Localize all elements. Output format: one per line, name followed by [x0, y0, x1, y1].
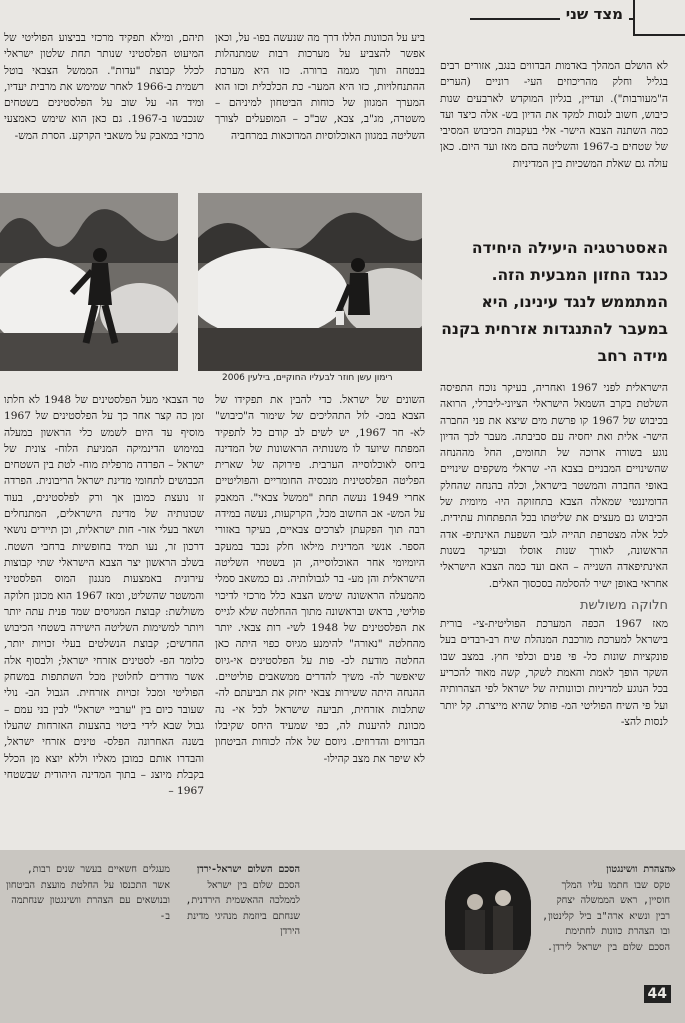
page-number: 44: [644, 985, 671, 1003]
caption-left: [4, 862, 170, 972]
article-column-left-main: [4, 392, 204, 848]
article-column-middle-main: [215, 392, 425, 848]
caption-title: הצהרת וושינגטון: [606, 864, 670, 875]
paragraph: טר הצבאי מעל הפלסטינים של 1948 לא חלתו זמן כה קצר אחר כך על הפלסטינים של 1967 מוסיף עד היום לשמש כלי הראשון במעלה במימוש הדינמיקה המניעת הלוח- צונית של ישראל – הפרדה מרפלית מוח- לטת בין השטחים הכבושים לתחומי מדינת ישראל הריבונית. הפרדה זו נועצת כמובן אך ורק לפלסטינים, בעוד שכונותיה של מדינת הישראלים, המתנחלים ושאר בעלי אזר- חות ישראלית, וכן תיירים נושאי דרכון זר, נעו תמיד בחופשיות ברחבי השטח. בשלב הראשון יצר הצבא הישראלי שתי קבוצות עירונית באמצעות מנגנון המוס הפלסטיני והמשטר שהשליט, ומאז 1967 הוא מכונן חלוקה משולשת: קבוצת המגויסים שמד פנית עתה יותר ויותר למשימות השליטה הישירה בשטחי הכיבוש החדשים; קבוצת הנשלטים בעלי זכויות יותר, כלומר הפ- לסטינים אזרחי ישראל; ולבסוף אלה אשר מודרים לחלוטין מכל השתתפות במשחק הפוליטי ומכל זכויות אזרחית. הגבול הב- נולי שעובר כיום בין "ערביי ישראל" לבין בני עמם – גבול שבא לידי ביטוי בהצעות האזרחות שהעלו בשנה האחרונה הפלס- טינים אזרחי ישראל, והבדרו אותם כמובן מאליו וללא יוצא מן הכלל בקבלת מיוצג – בתוך המדינה היהודית שבשטחי 1967 –: [4, 394, 204, 798]
header-corner-box: [633, 0, 685, 36]
paragraph: תיהם, ומילא תפקיד מרכזי בביצוע הפוליטי של המיעוט הפלסטיני שנותר תחת שלטון ישראלי לכלל קבוצת "עדות". הממשל הצבאי בוטל רשמית ב-1966 לאחר שמימש את מרבית יעדיו, ומיד הו- על שוב על הפלסטינים בשטחים שנכבשו ב-1967. גם כאן הוא שימש כאמצעי מרכזי במאבק על משאבי הקרקע. הסרת המש-: [4, 32, 204, 142]
section-label: מצד שני: [560, 5, 629, 23]
pull-quote: האסטרטגיה היעילה היחידה כנגד החזון המבעית הזה. המתממש לנגד עינינו, היא במעבר להתנגדות אזרחית בקנה מידה רחב: [441, 239, 668, 365]
paragraph: ביע על הכוונות הללו דרך מה שנעשה בפו- על, וכאן אפשר להצביע על מערכות רבות שמתנהלות בבטחה ותוך מגמה ברורה. כזו היא מערכת ההתנחלויות, כזו היא המער- כת הכלכלית וכזו הוא המערך המגוון של כוחות הביטחון למיניהם – משטרה, מג"ב, צבא, שב"כ – המופעלים לצורך השליטה במגוון האוכלוסיות המדוכאות במרחביה: [215, 32, 425, 142]
caption-summit: [542, 862, 670, 972]
article-column-left-top: [4, 30, 204, 185]
protest-photo-left: [0, 193, 178, 371]
caption-text: מעגלים חשאיים בעשר שנים רבות, אשר התכנסו על החלטת מועצת הביטחון ובנושאים עם הצהרת וושינגטון שנחתמה ב-: [6, 864, 170, 922]
paragraph: הישראלית לפני 1967 ואחריה, בעיקר נוכח התפיסה השלטת בקרב השמאל הישראלי הציוני-ליברלי, הרואה בכיבוש של 1967 קו פרשת מים שיצא את פני החברה הישר- אלית ואת יחסיה עם סביבתה. מעבר לכך הדיון נוגע בשורה ארוכה של תחומים, החל מההנחה שהשינויים המבניים בצבא הי- שראלי משקפים שינויים באופי החברה והמשטר בישראל, וכלה בהנחה שהחלק הדומיננטי שמאלה הצבא בתחזוקה היו- מיומית של הכיבוש גם מעצים את שליטתו בכל התפתחות עתידית. לכל אלה מצטרפת תהייה לגבי השפעת האינתיפ- אדה הראשונה, לאורך שנות אוסלו ובעיקר בשנות האינתיפאדה השנייה – האם ועד כמה הצבא הישראלי אחראי באופן ישיר להסלמה בסכסוך האלים.: [440, 382, 668, 590]
article-column-right-main: [440, 380, 668, 848]
summit-thumbnail: [445, 862, 531, 974]
caption-summit-continued: [300, 878, 440, 974]
double-chevron-left-icon: «: [668, 862, 676, 876]
paragraph: לא הושלם המהלך באדמות הבדווים בנגב, אזורים רבים בגליל וחלק מהריכוזים העי- רוניים (הערים ה"מעורבות"). ועדיין, בגליון המוקדש לארבעים שנות כיבוש, חשוב לנסות למקד את הדיון בש- אלה כיצד ועד כמה השתנה הצבא הישר- אלי בעקבות הכיבוש המסיבי של שטחים ב-1967 והשליטה בהם מאז ועד היום. כאן עולה גם שאלת המשכיות בין המדיניות: [440, 60, 668, 170]
article-column-middle-top: [215, 30, 425, 185]
paragraph: מאז 1967 הכפה המערכת הפוליטית-צי- בורית בישראל למערכת מורכבת המנהלת שיח רב-רבדים בעל פונקציות שונות כל- פי פנים וכלפי חוץ. במצב שבו השקר הופך לאמת והאמת לשקר, קשה מאוד להכריע בכל הנוגע למדיניות וכוונותיה של ישראל לפי הצהרותיה ועל פי השיח הפוליטי המ- פותל שהיא מייצרת. קל יותר לנסות להצ-: [440, 618, 668, 728]
photo-credit: רימון עשן חוזר לבעליו החוקיים, בילעין 2006: [222, 373, 393, 383]
caption-peace-treaty: [180, 862, 300, 972]
subheading: חלוקה משולשת: [580, 597, 668, 613]
caption-text: טקס שבו חתמו עליו המלך חוסיין, ראש הממשלה יצחק רבין ונשיא ארה"ב ביל קלינטון, ובו הצהרת כוונות לחתימת הסכם שלום בין ישראל לירדן.: [542, 879, 670, 953]
paragraph: השונים של ישראל. כדי להבין את תפקידו של הצבא במכ- לול התהליכים של שימור ה"כיבוש" לא- חר 1967, יש לשים לב קודם כל לתפקיד המפתח שיועד לו משנותיה הראשונות של המדינה ביחס לאוכלוסייה הערבית. פירוקה של שארית הפליטה הפלסטינית מנכסיה החומריים והפוליטיים אחרי 1949 נעשה תחת "ממשל צבאי". המאבק על המש- אב החשוב מכל, הקרקעות, נעשה במידה רבה תוך הפקעתן לצרכים צבאיים, בעיקר באזורי הספר. אנשי המדינית מילאו חלק נכבד במעקב היומיומי אחר האוכלוסייה, הן בשטחי השליטה הישראלית והן מע- בר לגבולותיה. גם כמשאב סמלי מהמעלה הראשונה שימש הצבא כלל מרכזי לדיכוי פוליטי, בראש ובראשונה מתוך ההחלטה שלא לגייס את הפלסטינים של 1948 לשי- רות צבאי. יותר מהחלטה "נאורה" להימנע מגיוס כפוי היתה כאן החלטה מודעת לכ- פות על הפלסטינים אי-גיוס שיאפשר לה- משיך להדרים ממשאבים פוליטיים. ההנחה היתה ששירות צבאי יחזק את תביעתם לה- שתלבות אזרחית, תביעה שישראל לכל אי- נה מכוונת להיענות לה, כפי שמעיד היחס שקיבלו הבדווים והדרוזים. גיוסם של אלה לכוחות הביטחון לא שיפר את מצב קהילו-: [215, 394, 425, 765]
caption-title: הסכם השלום ישראל-ירדן: [196, 864, 300, 875]
article-column-right-top: [440, 58, 668, 230]
protest-photo-right: [198, 193, 422, 371]
caption-text: הסכם שלום בין ישראל לממלכה ההאשמית הירדנית, שנחתם ביוזמת מנהיגי מדינת הירדן: [185, 879, 300, 937]
